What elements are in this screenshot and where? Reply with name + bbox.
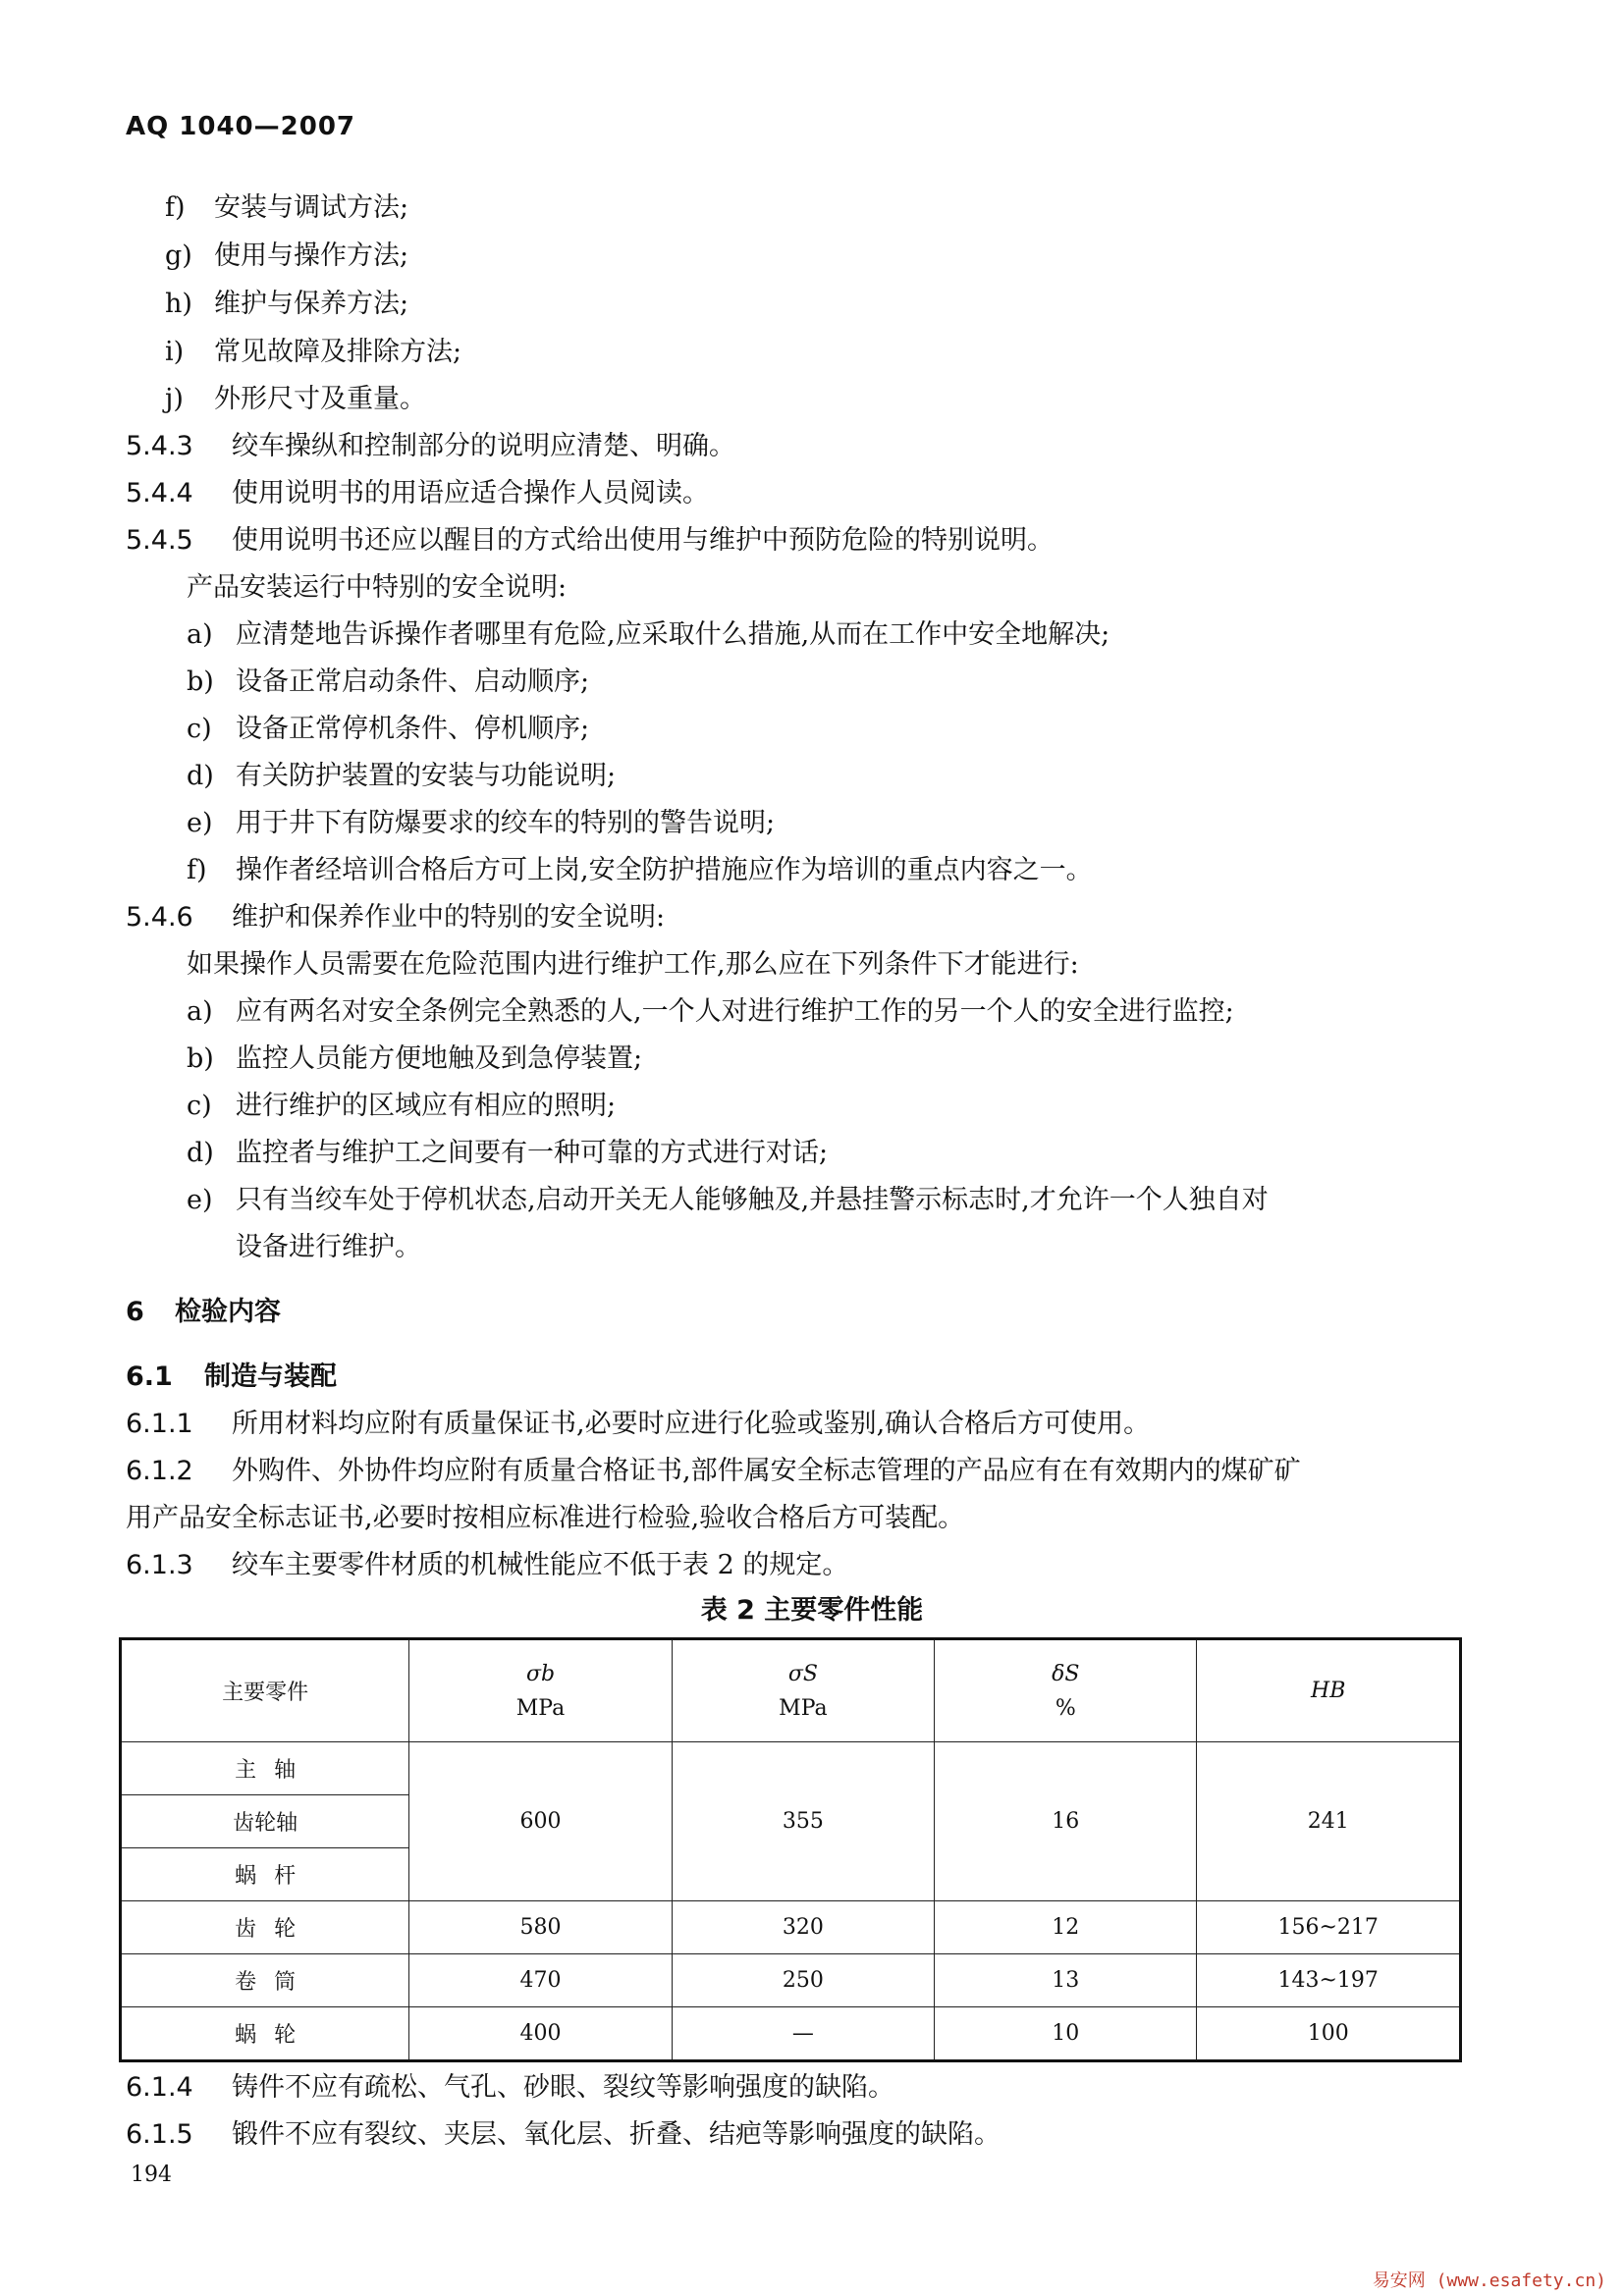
standard-code: AQ 1040—2007 [126,112,356,141]
value-cell: 250 [672,1954,934,2007]
value-cell: 143~197 [1197,1954,1461,2007]
list-item: d) 有关防护装置的安装与功能说明; [187,761,617,791]
list-item: b) 监控人员能方便地触及到急停装置; [187,1043,643,1074]
clause-6-1-2-continuation: 用产品安全标志证书,必要时按相应标准进行检验,验收合格后方可装配。 [126,1503,965,1533]
table-row [121,1954,1461,2007]
value-cell: — [672,2007,934,2061]
list-item: e) 只有当绞车处于停机状态,启动开关无人能够触及,并悬挂警示标志时,才允许一个人独自对 [187,1185,1269,1215]
clause-6-1-5: 6.1.5 锻件不应有裂纹、夹层、氧化层、折叠、结疤等影响强度的缺陷。 [126,2119,1001,2150]
part-cell: 齿轮轴 [121,1795,409,1848]
list-item: c) 设备正常停机条件、停机顺序; [187,714,590,744]
value-cell: 16 [935,1742,1197,1901]
clause-5-4-5: 5.4.5 使用说明书还应以醒目的方式给出使用与维护中预防危险的特别说明。 [126,525,1054,556]
table-row [121,2007,1461,2061]
header-hb: HB [1197,1639,1461,1742]
value-cell: 156~217 [1197,1901,1461,1954]
list-item: h) 维护与保养方法; [165,289,409,319]
header-part: 主要零件 [121,1639,409,1742]
table-header-row [121,1639,1461,1742]
value-cell: 100 [1197,2007,1461,2061]
list-item: d) 监控者与维护工之间要有一种可靠的方式进行对话; [187,1138,829,1168]
value-cell: 320 [672,1901,934,1954]
clause-5-4-3: 5.4.3 绞车操纵和控制部分的说明应清楚、明确。 [126,431,735,461]
header-delta-s: δS % [935,1639,1197,1742]
list-item: b) 设备正常启动条件、启动顺序; [187,667,590,697]
section-6-1-heading: 6.1 制造与装配 [126,1362,337,1392]
part-cell: 主轴 [121,1742,409,1795]
list-item: j) 外形尺寸及重量。 [165,384,426,414]
table-row [121,1901,1461,1954]
clause-6-1-3: 6.1.3 绞车主要零件材质的机械性能应不低于表 2 的规定。 [126,1550,849,1580]
clause-5-4-5-intro: 产品安装运行中特别的安全说明: [187,572,568,603]
part-cell: 齿轮 [121,1901,409,1954]
value-cell: 470 [409,1954,672,2007]
part-cell: 蜗杆 [121,1848,409,1901]
header-sigma-s: σS MPa [672,1639,934,1742]
list-item: g) 使用与操作方法; [165,240,409,271]
list-item: e) 用于井下有防爆要求的绞车的特别的警告说明; [187,808,776,838]
value-cell: 400 [409,2007,672,2061]
value-cell: 355 [672,1742,934,1901]
list-item: a) 应有两名对安全条例完全熟悉的人,一个人对进行维护工作的另一个人的安全进行监控; [187,996,1234,1027]
value-cell: 580 [409,1901,672,1954]
value-cell: 12 [935,1901,1197,1954]
value-cell: 13 [935,1954,1197,2007]
clause-6-1-2: 6.1.2 外购件、外协件均应附有质量合格证书,部件属安全标志管理的产品应有在有效期内的煤矿矿 [126,1456,1301,1486]
clause-6-1-4: 6.1.4 铸件不应有疏松、气孔、砂眼、裂纹等影响强度的缺陷。 [126,2072,894,2103]
clause-5-4-4: 5.4.4 使用说明书的用语应适合操作人员阅读。 [126,478,709,508]
parts-properties-table [119,1637,1462,2062]
table-caption: 表 2 主要零件性能 [700,1595,924,1626]
page-number: 194 [131,2163,172,2187]
list-item: c) 进行维护的区域应有相应的照明; [187,1091,617,1121]
list-item: i) 常见故障及排除方法; [165,337,462,367]
clause-5-4-6: 5.4.6 维护和保养作业中的特别的安全说明: [126,902,666,933]
part-cell: 卷筒 [121,1954,409,2007]
list-item: a) 应清楚地告诉操作者哪里有危险,应采取什么措施,从而在工作中安全地解决; [187,619,1110,650]
table-row [121,1742,1461,1795]
clause-6-1-1: 6.1.1 所用材料均应附有质量保证书,必要时应进行化验或鉴别,确认合格后方可使用。 [126,1409,1151,1439]
clause-5-4-6-intro: 如果操作人员需要在危险范围内进行维护工作,那么应在下列条件下才能进行: [187,949,1079,980]
value-cell: 600 [409,1742,672,1901]
list-item: f) 安装与调试方法; [165,192,409,223]
header-sigma-b: σb MPa [409,1639,672,1742]
part-cell: 蜗轮 [121,2007,409,2061]
watermark: 易安网 (www.esafety.cn) [1372,2270,1606,2291]
list-item-continuation: 设备进行维护。 [236,1232,421,1262]
section-6-heading: 6 检验内容 [126,1297,281,1327]
value-cell: 10 [935,2007,1197,2061]
value-cell: 241 [1197,1742,1461,1901]
list-item: f) 操作者经培训合格后方可上岗,安全防护措施应作为培训的重点内容之一。 [187,855,1093,885]
